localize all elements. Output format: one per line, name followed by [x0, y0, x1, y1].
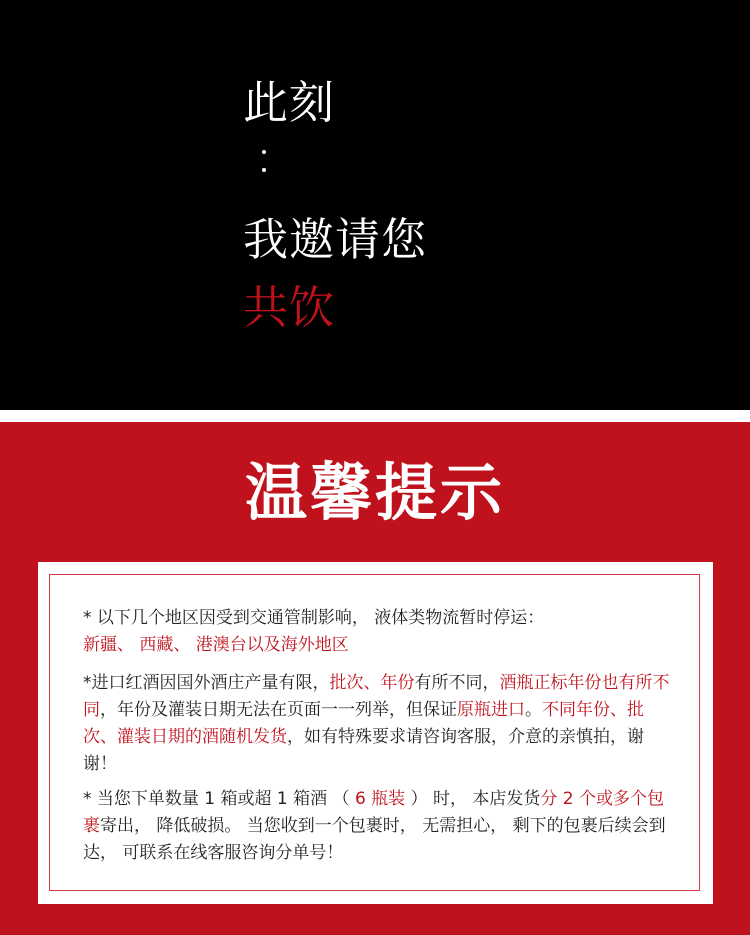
highlight-text: 6 瓶装: [349, 789, 411, 809]
body-text: 寄出， 降低破损。 当您收到一个包裹时， 无需担心， 剩下的包裹后续会到达， 可联系在线客服咨询分单号！: [83, 816, 666, 863]
body-text: 。: [525, 700, 542, 720]
hero-line-now: 此刻: [243, 76, 336, 129]
highlight-text: 原瓶进口: [457, 700, 525, 720]
body-text: ） 时， 本店发货: [410, 789, 541, 809]
hero-colon: [262, 150, 266, 186]
highlight-text: 酒瓶正标年份也有所不同: [83, 673, 670, 720]
highlight-text: 分 2 个或多个包裹: [83, 789, 665, 836]
body-text: ，年份及灌装日期无法在页面一一列举，但保证: [100, 700, 457, 720]
colon-dot-top: [262, 150, 266, 154]
body-text: 有所不同，: [414, 673, 500, 693]
highlight-text: 批次、年份: [329, 673, 415, 693]
colon-dot-bottom: [262, 168, 266, 172]
body-text: ，如有特殊要求请咨询客服，介意的亲慎拍，谢谢！: [83, 727, 644, 774]
notice-item-shipping-restriction: [83, 605, 673, 659]
notice-title: 温馨提示: [244, 456, 505, 529]
notice-item-split-package: [83, 786, 673, 867]
hero-line-drink-together: 共饮: [243, 281, 336, 334]
body-text: * 以下几个地区因受到交通管制影响， 液体类物流暂时停运：: [83, 608, 545, 628]
body-text: *进口红酒因国外酒庄产量有限，: [83, 673, 330, 693]
highlight-text: 不同年份、批次、灌装日期的酒随机发货: [83, 700, 644, 747]
body-text: * 当您下单数量 1 箱或超 1 箱酒 （: [83, 789, 350, 809]
notice-card: [38, 562, 713, 904]
notice-item-vintage-batch: [83, 670, 673, 778]
section-divider: [0, 410, 750, 422]
hero-section: [0, 0, 750, 410]
hero-line-invite: 我邀请您: [243, 213, 428, 266]
highlight-text: 新疆、 西藏、 港澳台以及海外地区: [83, 635, 349, 655]
